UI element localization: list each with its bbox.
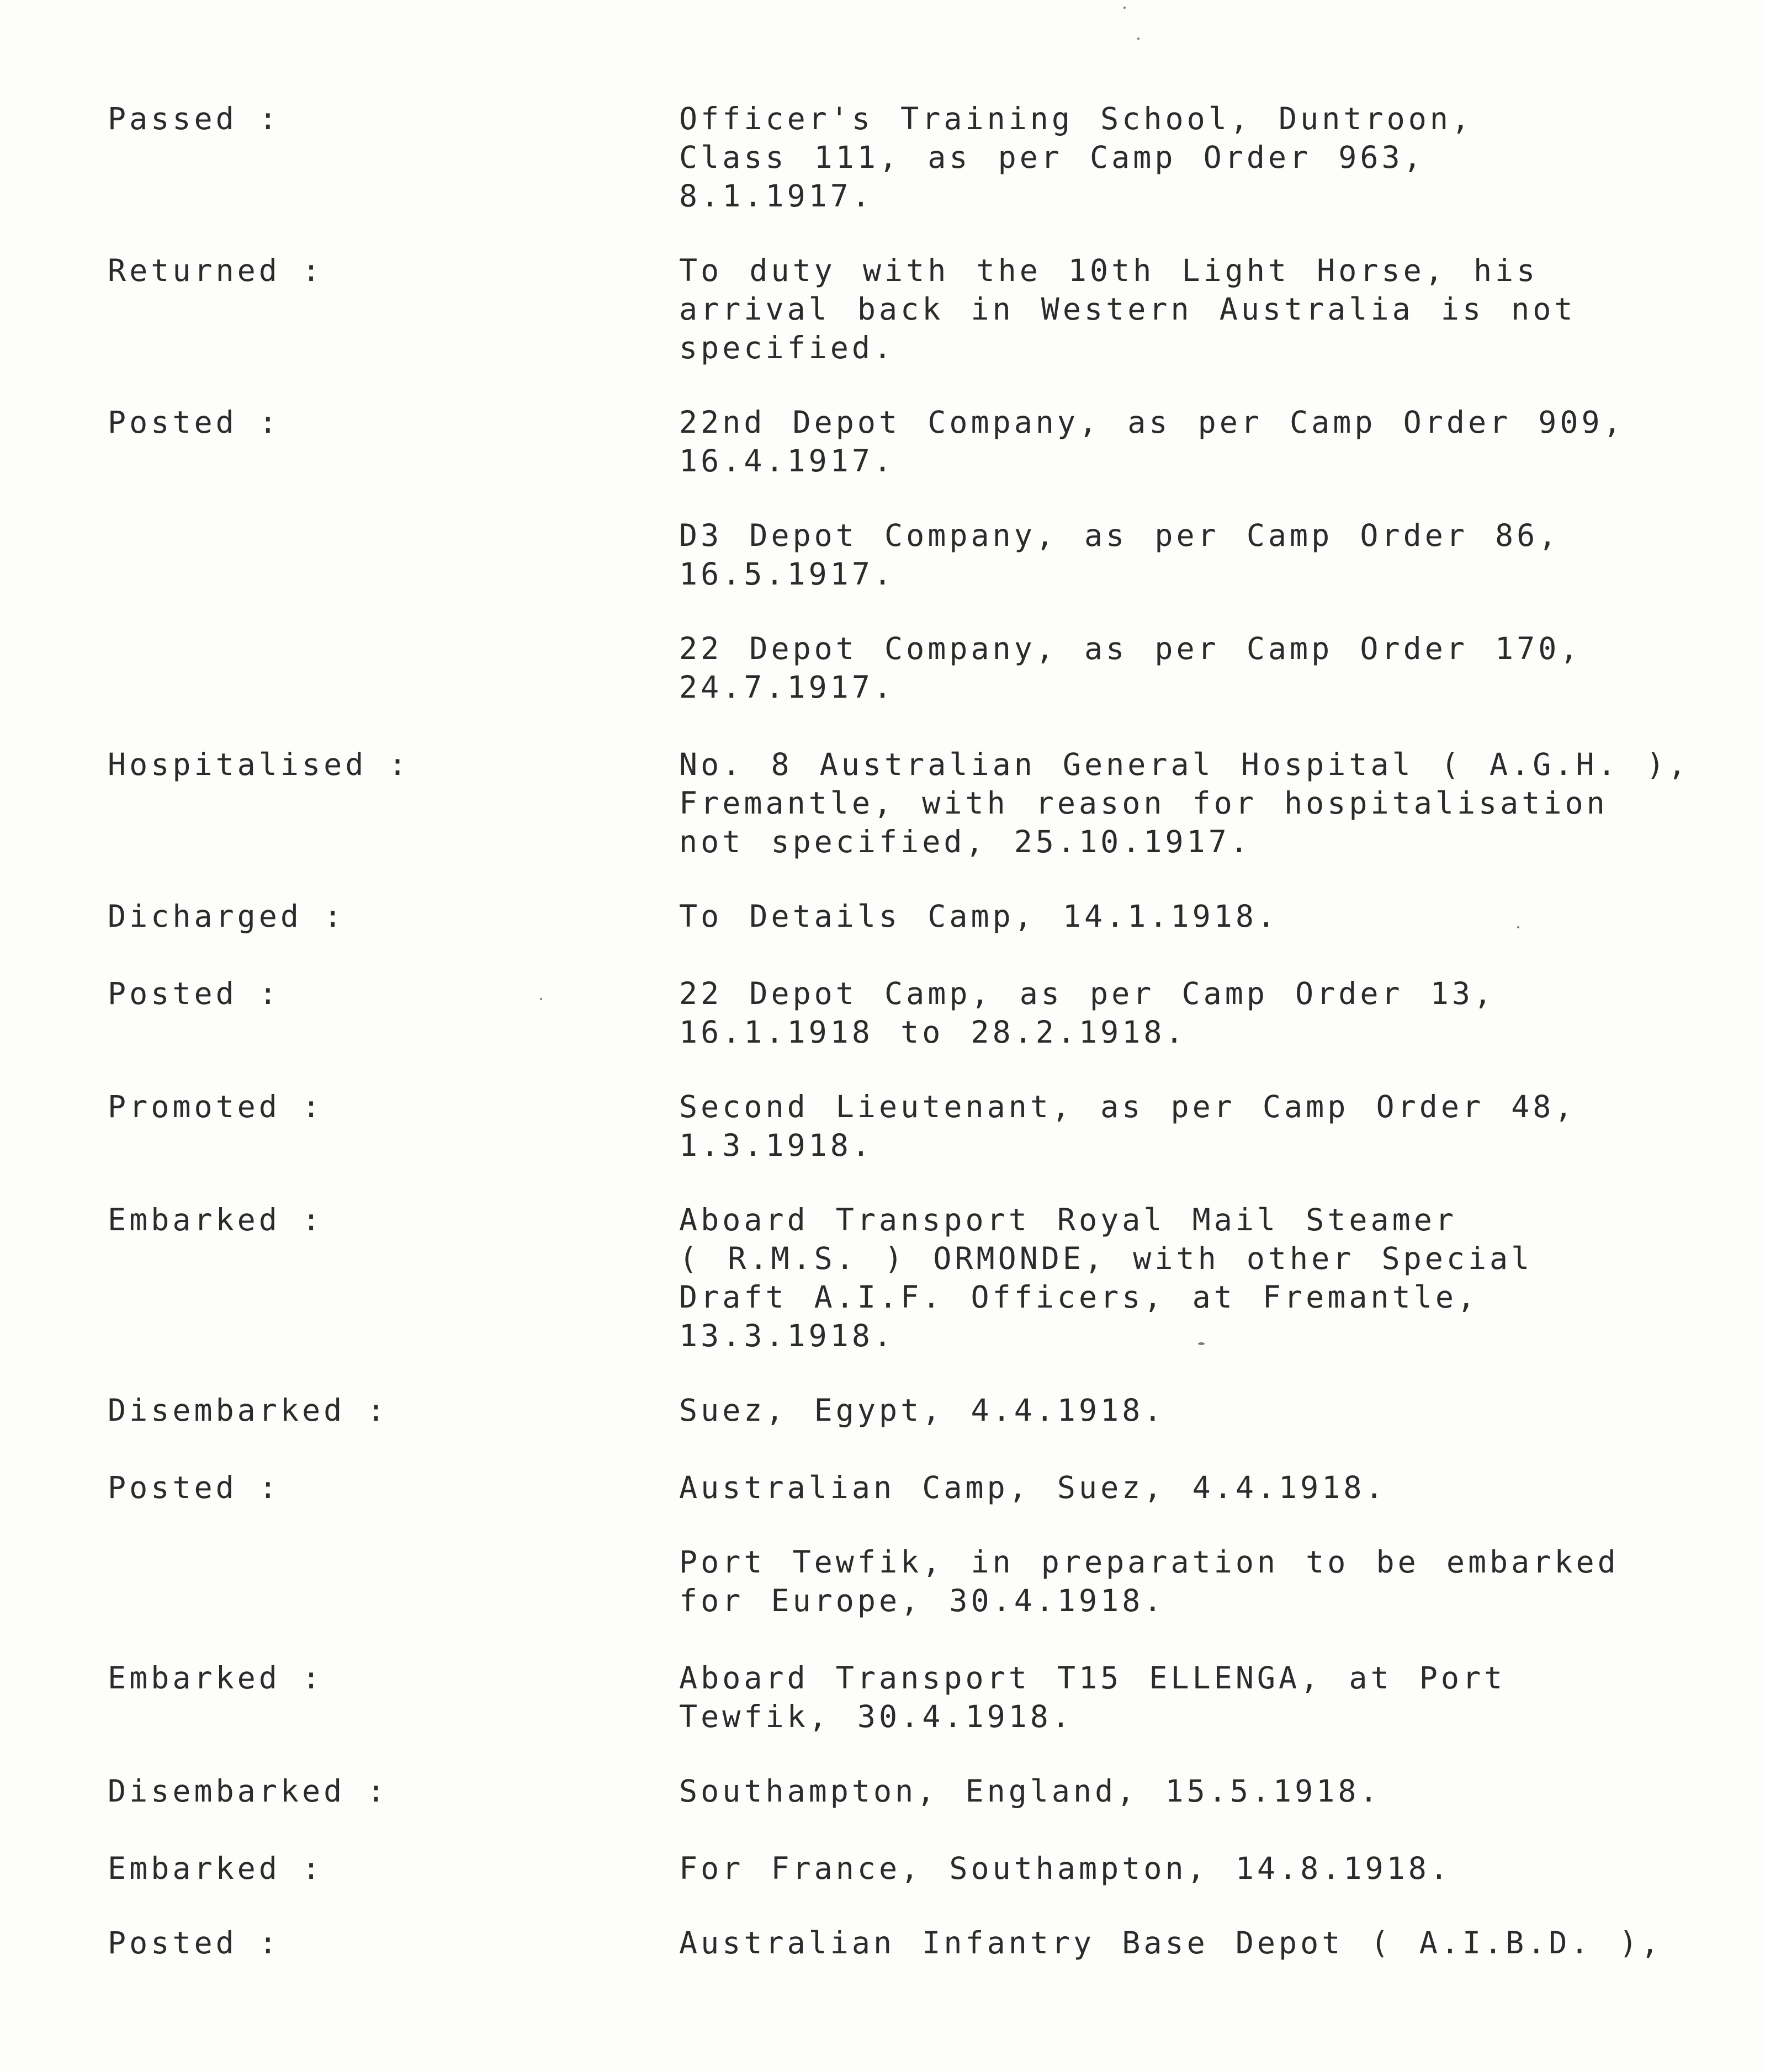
entry-label: Hospitalised :: [108, 747, 410, 782]
scan-speck: [1123, 7, 1126, 9]
entry-line: Australian Infantry Base Depot ( A.I.B.D. ),: [679, 1925, 1662, 1961]
entry-line: Aboard Transport Royal Mail Steamer: [679, 1202, 1457, 1237]
entry-line: To duty with the 10th Light Horse, his: [679, 253, 1539, 288]
entry-line: specified.: [679, 330, 895, 365]
entry-line: Tewfik, 30.4.1918.: [679, 1699, 1074, 1734]
entry-text: [679, 1772, 1717, 1810]
entry-label: Disembarked :: [108, 1393, 389, 1428]
entry-label: Embarked :: [108, 1660, 324, 1696]
entry-label: Returned :: [108, 253, 324, 288]
entry-label: Disembarked :: [108, 1773, 389, 1809]
entry-label: Embarked :: [108, 1202, 324, 1237]
entry-text: [679, 1849, 1717, 1888]
entry-line: for Europe, 30.4.1918.: [679, 1583, 1165, 1618]
entry-line: 22 Depot Camp, as per Camp Order 13,: [679, 976, 1496, 1011]
entry-line: No. 8 Australian General Hospital ( A.G.H. ),: [679, 747, 1690, 782]
entry-label: Embarked :: [108, 1851, 324, 1886]
entry-text: [679, 897, 1717, 936]
entry-line: arrival back in Western Australia is not: [679, 291, 1576, 327]
scan-speck: [1517, 926, 1519, 928]
entry-label: Promoted :: [108, 1089, 324, 1124]
entry-line: not specified, 25.10.1917.: [679, 824, 1252, 859]
scan-speck: [1137, 38, 1139, 40]
entry-line: D3 Depot Company, as per Camp Order 86,: [679, 518, 1560, 553]
entry-text: [679, 1468, 1717, 1507]
entry-line: 13.3.1918.: [679, 1318, 895, 1353]
entry-line: Southampton, England, 15.5.1918.: [679, 1773, 1381, 1809]
entry-line: Suez, Egypt, 4.4.1918.: [679, 1393, 1165, 1428]
entry-text: [679, 1391, 1717, 1430]
entry-text: [679, 745, 1717, 861]
entry-text: [679, 516, 1717, 593]
entry-line: Fremantle, with reason for hospitalisation: [679, 785, 1608, 821]
entry-line: 22nd Depot Company, as per Camp Order 909,: [679, 405, 1625, 440]
entry-line: 16.5.1917.: [679, 556, 895, 592]
entry-label: Passed :: [108, 101, 280, 136]
entry-label: Posted :: [108, 1925, 280, 1961]
entry-text: [679, 99, 1717, 215]
entry-line: 1.3.1918.: [679, 1128, 874, 1163]
entry-text: [679, 1200, 1717, 1355]
entry-label: Posted :: [108, 1470, 280, 1505]
scan-speck: [540, 998, 542, 1000]
entry-label: Posted :: [108, 405, 280, 440]
entry-line: 8.1.1917.: [679, 178, 874, 214]
entry-line: 16.1.1918 to 28.2.1918.: [679, 1014, 1187, 1050]
entry-line: 16.4.1917.: [679, 443, 895, 479]
entry-line: To Details Camp, 14.1.1918.: [679, 899, 1279, 934]
entry-text: [679, 1087, 1717, 1165]
entry-label: Dicharged :: [108, 899, 346, 934]
entry-line: Australian Camp, Suez, 4.4.1918.: [679, 1470, 1387, 1505]
entry-line: Aboard Transport T15 ELLENGA, at Port: [679, 1660, 1506, 1696]
entry-line: Draft A.I.F. Officers, at Fremantle,: [679, 1279, 1479, 1315]
scan-speck: [1198, 1342, 1205, 1345]
entry-text: [679, 1659, 1717, 1736]
entry-line: For France, Southampton, 14.8.1918.: [679, 1851, 1451, 1886]
entry-line: Class 111, as per Camp Order 963,: [679, 140, 1425, 175]
entry-line: Second Lieutenant, as per Camp Order 48,: [679, 1089, 1576, 1124]
entry-text: [679, 1924, 1717, 1962]
entry-line: Officer's Training School, Duntroon,: [679, 101, 1474, 136]
entry-line: 22 Depot Company, as per Camp Order 170,: [679, 631, 1582, 666]
entry-label: Posted :: [108, 976, 280, 1011]
entry-text: [679, 629, 1717, 706]
entry-text: [679, 1543, 1717, 1620]
entry-line: ( R.M.S. ) ORMONDE, with other Special: [679, 1241, 1533, 1276]
entry-line: Port Tewfik, in preparation to be embarked: [679, 1544, 1619, 1580]
entry-text: [679, 974, 1717, 1051]
entry-text: [679, 403, 1717, 480]
entry-text: [679, 251, 1717, 367]
entry-line: 24.7.1917.: [679, 670, 895, 705]
